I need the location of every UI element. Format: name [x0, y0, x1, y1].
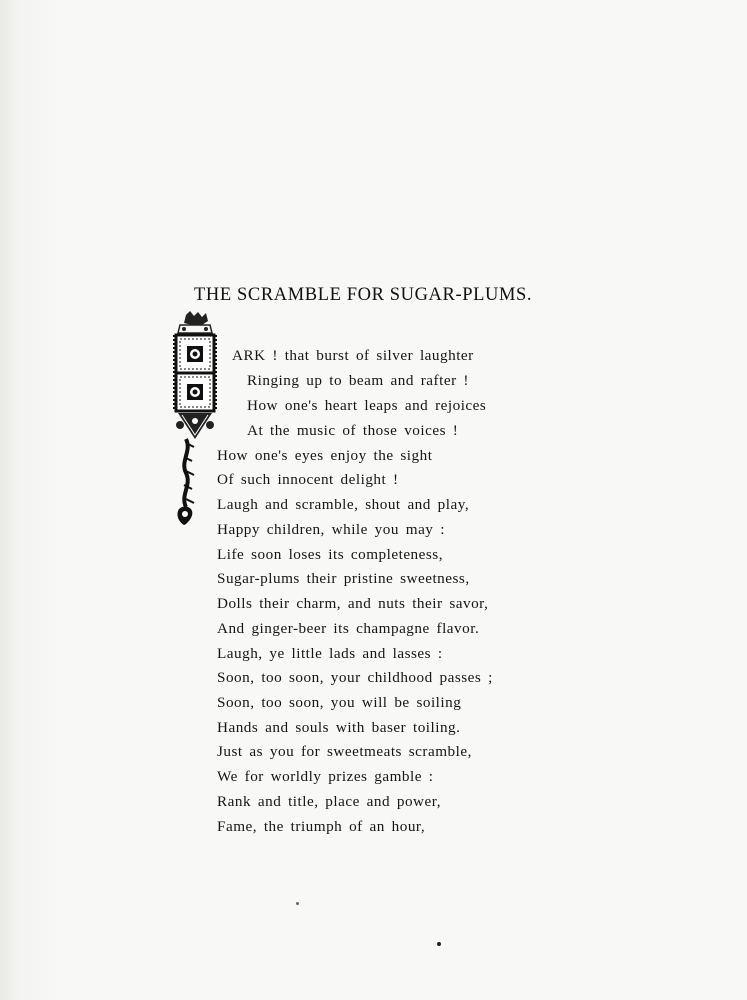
ink-speck [296, 902, 299, 905]
poem-line: Soon, too soon, your childhood passes ; [217, 669, 493, 686]
poem-line: We for worldly prizes gamble : [217, 768, 434, 785]
poem-line: Fame, the triumph of an hour, [217, 818, 426, 835]
poem-line: How one's eyes enjoy the sight [217, 447, 433, 464]
poem-line: At the music of those voices ! [247, 422, 459, 439]
poem-line: ARK ! that burst of silver laughter [232, 347, 474, 364]
poem-line: Laugh, ye little lads and lasses : [217, 645, 443, 662]
poem-line: And ginger-beer its champagne flavor. [217, 620, 480, 637]
poem-line: Dolls their charm, and nuts their savor, [217, 595, 489, 612]
decorative-initial-h-icon [172, 311, 218, 527]
poem-line: Ringing up to beam and rafter ! [247, 372, 469, 389]
poem-line: Of such innocent delight ! [217, 471, 399, 488]
poem-line: Happy children, while you may : [217, 521, 445, 538]
ink-speck [437, 942, 441, 946]
poem-line: Life soon loses its completeness, [217, 546, 444, 563]
poem-line: Hands and souls with baser toiling. [217, 719, 461, 736]
poem-line: Just as you for sweetmeats scramble, [217, 743, 472, 760]
poem-line: Sugar-plums their pristine sweetness, [217, 570, 470, 587]
poem-line: How one's heart leaps and rejoices [247, 397, 487, 414]
poem-title: THE SCRAMBLE FOR SUGAR-PLUMS. [194, 285, 533, 305]
poem-line: Soon, too soon, you will be soiling [217, 694, 462, 711]
poem-line: Rank and title, place and power, [217, 793, 441, 810]
poem-line: Laugh and scramble, shout and play, [217, 496, 470, 513]
